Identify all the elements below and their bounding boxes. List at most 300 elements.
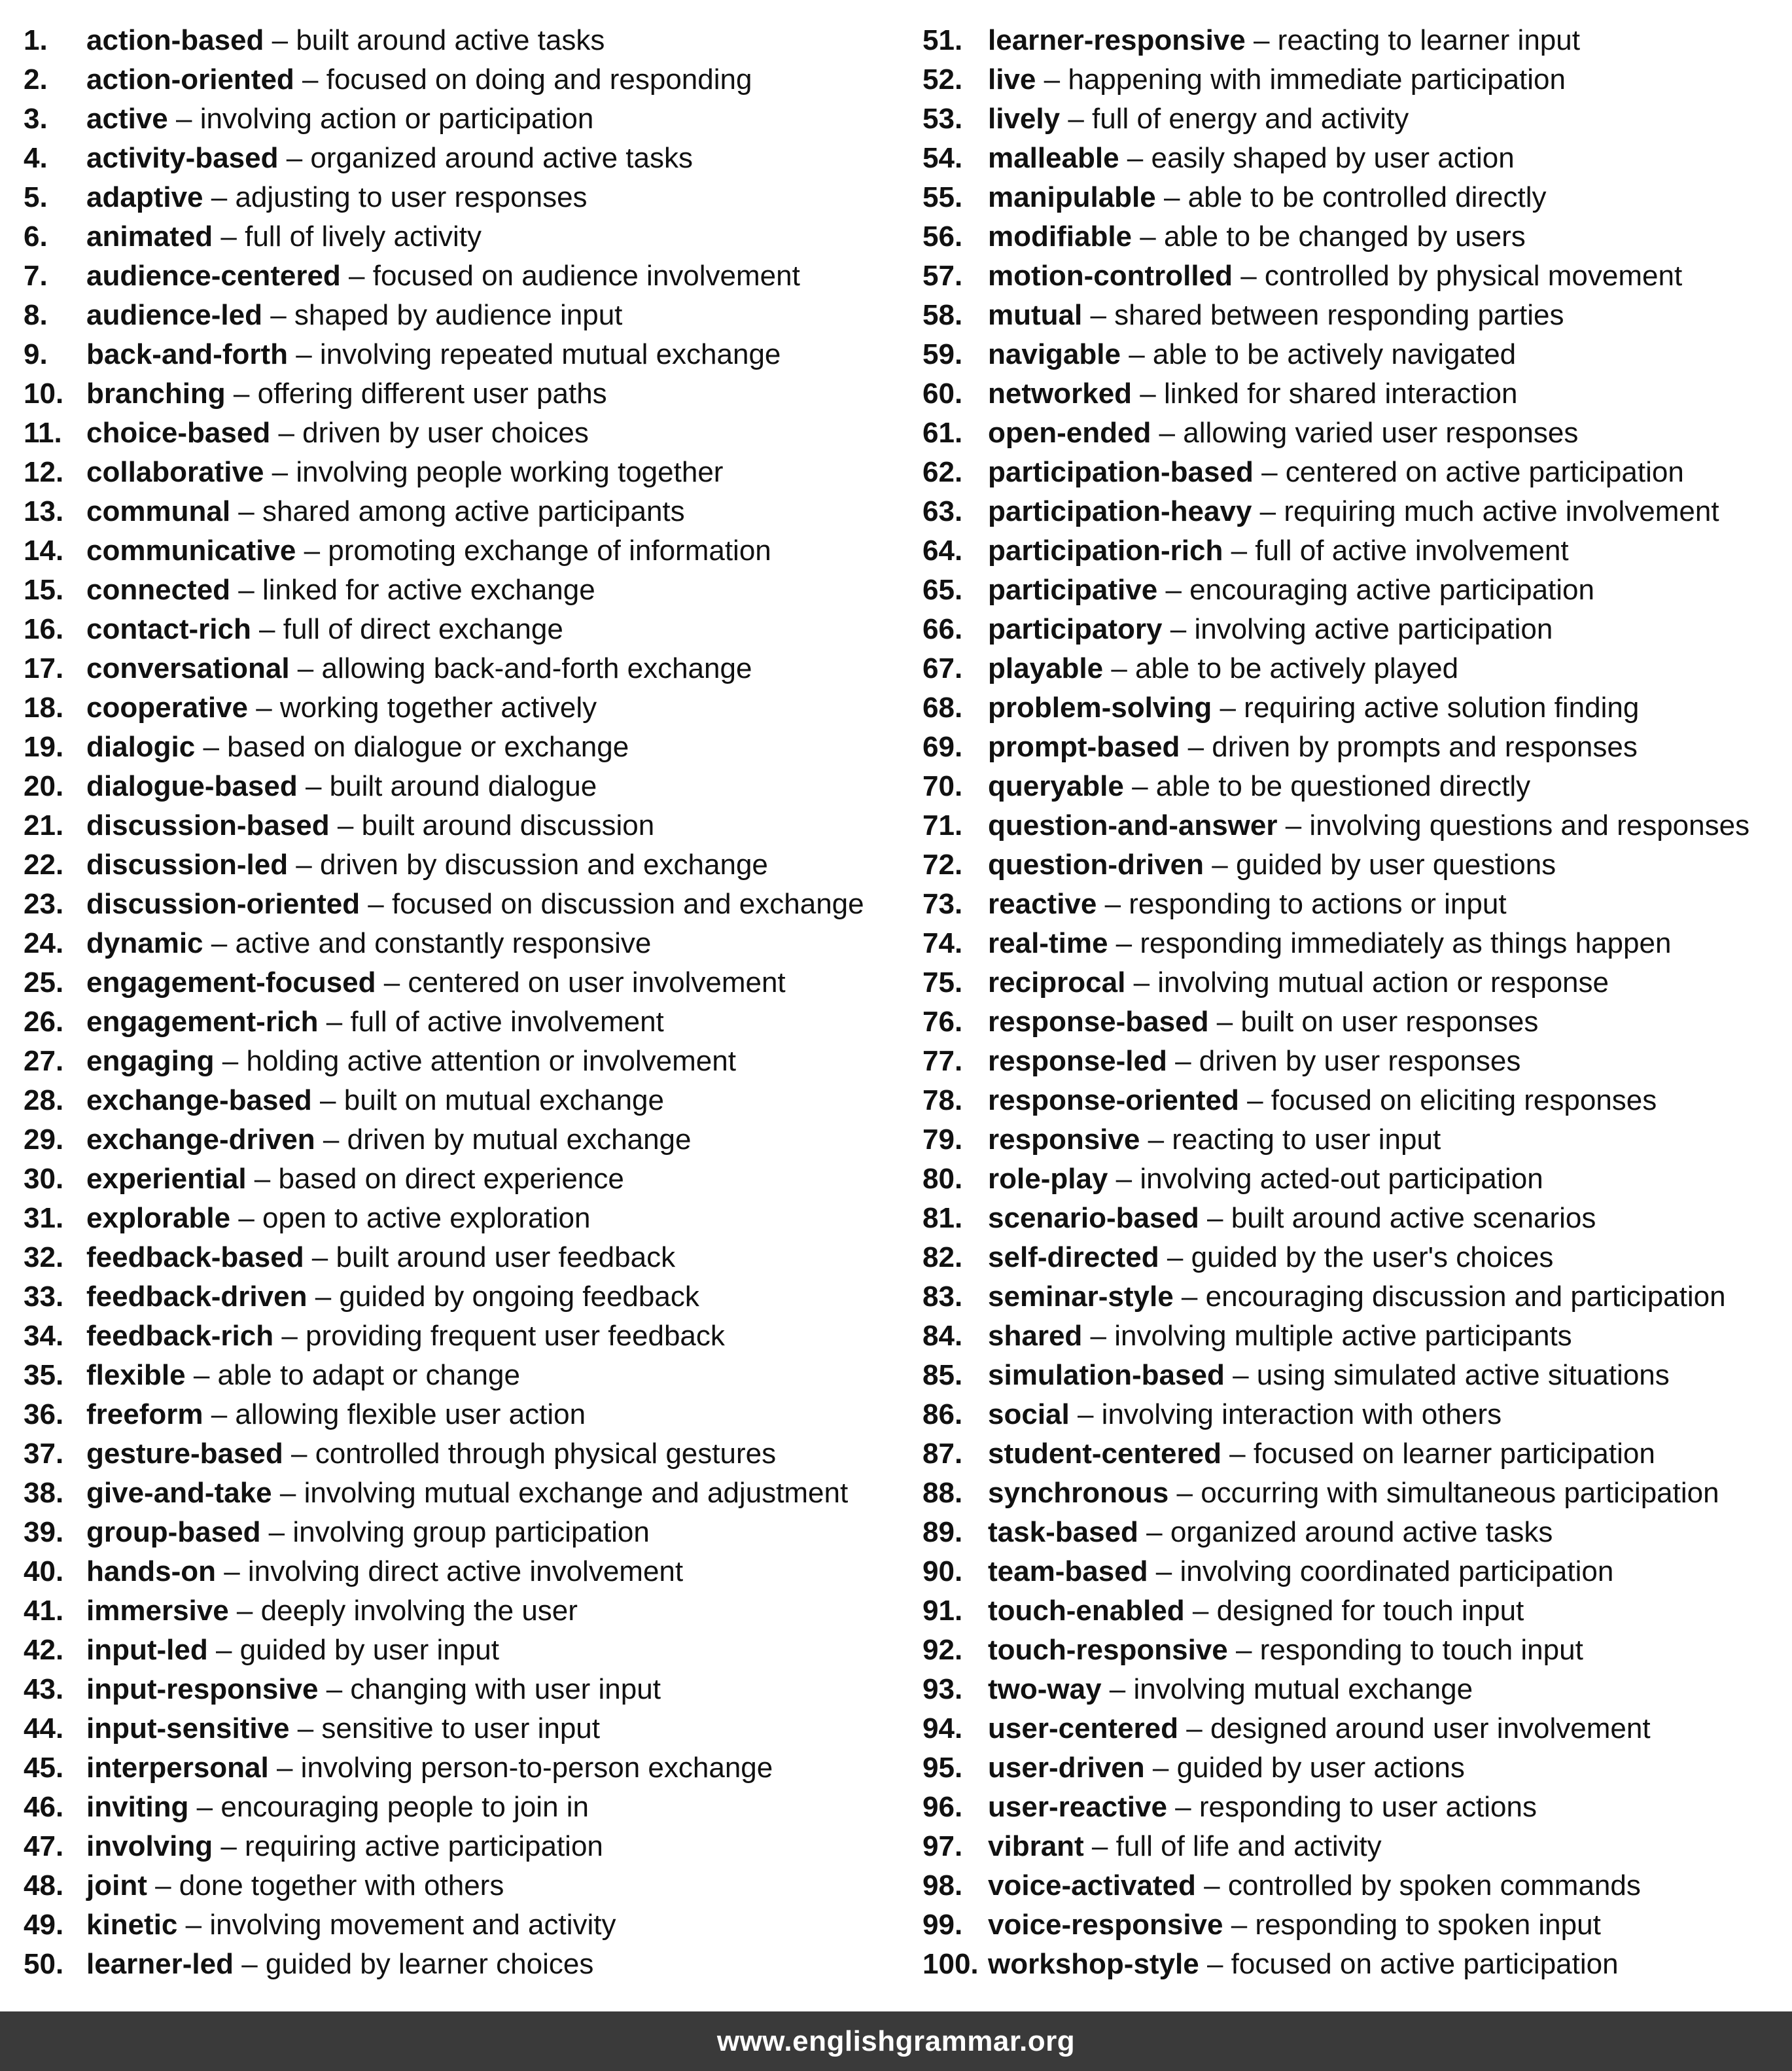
list-item xyxy=(922,492,1786,531)
item-number: 71. xyxy=(922,809,963,841)
list-item xyxy=(24,1631,900,1670)
item-definition: encouraging people to join in xyxy=(220,1791,589,1823)
item-number: 96. xyxy=(922,1791,963,1823)
item-separator: – xyxy=(247,692,280,724)
item-number: 12. xyxy=(24,456,64,488)
item-definition: driven by prompts and responses xyxy=(1212,731,1638,763)
item-number: 82. xyxy=(922,1241,963,1273)
item-word: question-and-answer xyxy=(988,809,1278,841)
list-item xyxy=(24,1905,900,1945)
item-separator: – xyxy=(1173,1281,1206,1313)
item-separator: – xyxy=(1036,63,1068,96)
item-definition: designed around user involvement xyxy=(1210,1712,1651,1744)
list-item xyxy=(922,178,1786,217)
item-word: input-led xyxy=(86,1634,208,1666)
item-word: shared xyxy=(988,1320,1083,1352)
item-word: malleable xyxy=(988,142,1119,174)
item-word: input-responsive xyxy=(86,1673,319,1705)
list-item xyxy=(24,1827,900,1866)
item-number: 9. xyxy=(24,338,48,370)
item-number: 91. xyxy=(922,1595,963,1627)
item-number: 87. xyxy=(922,1438,963,1470)
item-separator: – xyxy=(1184,1595,1217,1627)
item-definition: built on mutual exchange xyxy=(343,1084,664,1116)
item-separator: – xyxy=(278,142,311,174)
list-item xyxy=(24,1277,900,1317)
item-separator: – xyxy=(1162,613,1195,645)
item-word: two-way xyxy=(988,1673,1102,1705)
item-number: 68. xyxy=(922,692,963,724)
item-definition: able to be actively played xyxy=(1135,652,1459,684)
item-number: 43. xyxy=(24,1673,64,1705)
item-definition: full of energy and activity xyxy=(1092,103,1409,135)
item-separator: – xyxy=(185,1359,218,1391)
item-word: manipulable xyxy=(988,181,1156,213)
item-definition: shared among active participants xyxy=(262,495,685,527)
item-word: engagement-rich xyxy=(86,1006,319,1038)
item-word: active xyxy=(86,103,168,135)
item-number: 44. xyxy=(24,1712,64,1744)
item-word: synchronous xyxy=(988,1477,1169,1509)
item-definition: full of direct exchange xyxy=(283,613,563,645)
item-word: choice-based xyxy=(86,417,271,449)
list-item xyxy=(24,1238,900,1277)
item-separator: – xyxy=(251,613,283,645)
item-definition: able to be actively navigated xyxy=(1152,338,1517,370)
item-separator: – xyxy=(214,1045,247,1077)
item-number: 1. xyxy=(24,24,48,56)
item-definition: built around active scenarios xyxy=(1231,1202,1596,1234)
item-number: 88. xyxy=(922,1477,963,1509)
item-definition: focused on discussion and exchange xyxy=(392,888,864,920)
item-definition: involving acted-out participation xyxy=(1140,1163,1543,1195)
item-definition: able to adapt or change xyxy=(217,1359,520,1391)
item-definition: centered on user involvement xyxy=(408,966,786,999)
list-item xyxy=(24,21,900,60)
item-definition: linked for shared interaction xyxy=(1163,378,1518,410)
list-item xyxy=(922,1631,1786,1670)
list-item xyxy=(24,885,900,924)
item-word: discussion-led xyxy=(86,849,289,881)
item-number: 3. xyxy=(24,103,48,135)
list-item xyxy=(24,728,900,767)
item-separator: – xyxy=(376,966,408,999)
item-separator: – xyxy=(288,849,320,881)
item-word: involving xyxy=(86,1830,213,1862)
item-definition: guided by ongoing feedback xyxy=(339,1281,699,1313)
item-word: voice-activated xyxy=(988,1869,1196,1902)
list-item xyxy=(922,217,1786,257)
list-item xyxy=(922,335,1786,374)
item-definition: able to be changed by users xyxy=(1163,221,1526,253)
item-number: 14. xyxy=(24,535,64,567)
item-number: 66. xyxy=(922,613,963,645)
list-item xyxy=(922,728,1786,767)
item-word: social xyxy=(988,1398,1070,1430)
item-number: 33. xyxy=(24,1281,64,1313)
list-item xyxy=(24,1709,900,1748)
item-word: workshop-style xyxy=(988,1948,1199,1980)
item-definition: deeply involving the user xyxy=(260,1595,578,1627)
item-word: kinetic xyxy=(86,1909,178,1941)
item-number: 42. xyxy=(24,1634,64,1666)
item-definition: working together actively xyxy=(279,692,597,724)
item-word: lively xyxy=(988,103,1061,135)
item-definition: changing with user input xyxy=(350,1673,661,1705)
item-separator: – xyxy=(1223,535,1256,567)
item-separator: – xyxy=(1082,299,1115,331)
item-word: task-based xyxy=(988,1516,1138,1548)
list-item xyxy=(922,453,1786,492)
item-separator: – xyxy=(233,1948,266,1980)
item-definition: organized around active tasks xyxy=(310,142,693,174)
item-definition: guided by the user's choices xyxy=(1191,1241,1554,1273)
item-word: back-and-forth xyxy=(86,338,288,370)
item-definition: built around active tasks xyxy=(296,24,605,56)
list-item xyxy=(24,571,900,610)
item-number: 21. xyxy=(24,809,64,841)
list-item xyxy=(24,1748,900,1788)
item-number: 7. xyxy=(24,260,48,292)
item-word: reactive xyxy=(988,888,1097,920)
item-word: conversational xyxy=(86,652,290,684)
item-separator: – xyxy=(289,1712,322,1744)
item-word: modifiable xyxy=(988,221,1133,253)
item-number: 47. xyxy=(24,1830,64,1862)
item-separator: – xyxy=(1151,417,1184,449)
item-word: scenario-based xyxy=(988,1202,1199,1234)
item-number: 6. xyxy=(24,221,48,253)
item-definition: adjusting to user responses xyxy=(235,181,588,213)
list-item xyxy=(24,1513,900,1552)
item-number: 85. xyxy=(922,1359,963,1391)
list-item xyxy=(24,1199,900,1238)
item-definition: focused on active participation xyxy=(1231,1948,1619,1980)
item-word: user-centered xyxy=(988,1712,1179,1744)
item-separator: – xyxy=(213,1830,245,1862)
item-number: 95. xyxy=(922,1752,963,1784)
item-separator: – xyxy=(1159,1241,1191,1273)
item-number: 5. xyxy=(24,181,48,213)
item-word: exchange-based xyxy=(86,1084,312,1116)
item-definition: involving person-to-person exchange xyxy=(300,1752,773,1784)
list-item xyxy=(922,1277,1786,1317)
item-word: dynamic xyxy=(86,927,203,959)
item-number: 98. xyxy=(922,1869,963,1902)
item-number: 24. xyxy=(24,927,64,959)
item-definition: easily shaped by user action xyxy=(1151,142,1515,174)
item-definition: based on direct experience xyxy=(278,1163,624,1195)
item-number: 61. xyxy=(922,417,963,449)
list-item xyxy=(24,1317,900,1356)
item-definition: controlled through physical gestures xyxy=(315,1438,777,1470)
item-definition: involving direct active involvement xyxy=(247,1555,684,1587)
item-definition: involving multiple active participants xyxy=(1114,1320,1572,1352)
item-word: action-oriented xyxy=(86,63,294,96)
item-separator: – xyxy=(230,574,262,606)
item-definition: responding to actions or input xyxy=(1129,888,1507,920)
item-word: action-based xyxy=(86,24,264,56)
item-definition: guided by user input xyxy=(239,1634,499,1666)
list-item xyxy=(922,1591,1786,1631)
item-separator: – xyxy=(264,456,296,488)
item-definition: driven by user choices xyxy=(302,417,589,449)
item-definition: occurring with simultaneous participation xyxy=(1201,1477,1719,1509)
item-number: 90. xyxy=(922,1555,963,1587)
item-definition: full of lively activity xyxy=(245,221,482,253)
item-word: collaborative xyxy=(86,456,264,488)
list-item xyxy=(922,1709,1786,1748)
item-separator: – xyxy=(1123,770,1156,802)
item-separator: – xyxy=(1168,1477,1201,1509)
item-separator: – xyxy=(1212,692,1244,724)
item-number: 89. xyxy=(922,1516,963,1548)
item-word: group-based xyxy=(86,1516,261,1548)
list-item xyxy=(24,335,900,374)
item-number: 48. xyxy=(24,1869,64,1902)
item-separator: – xyxy=(1227,1634,1260,1666)
item-number: 17. xyxy=(24,652,64,684)
list-item xyxy=(922,1945,1786,1984)
item-word: activity-based xyxy=(86,142,279,174)
item-word: branching xyxy=(86,378,226,410)
item-separator: – xyxy=(307,1281,340,1313)
item-word: student-centered xyxy=(988,1438,1221,1470)
item-word: discussion-oriented xyxy=(86,888,360,920)
list-item xyxy=(24,845,900,885)
list-item xyxy=(24,139,900,178)
item-separator: – xyxy=(318,1673,351,1705)
item-word: dialogue-based xyxy=(86,770,298,802)
item-word: role-play xyxy=(988,1163,1108,1195)
item-separator: – xyxy=(304,1241,336,1273)
list-item xyxy=(24,492,900,531)
item-separator: – xyxy=(203,927,236,959)
item-separator: – xyxy=(1167,1045,1199,1077)
list-item xyxy=(922,924,1786,963)
item-separator: – xyxy=(225,378,258,410)
item-separator: – xyxy=(195,731,228,763)
item-number: 23. xyxy=(24,888,64,920)
list-item xyxy=(24,688,900,728)
list-item xyxy=(24,531,900,571)
item-definition: able to be questioned directly xyxy=(1155,770,1531,802)
footer-website: www.englishgrammar.org xyxy=(716,2025,1076,2057)
item-definition: guided by user questions xyxy=(1235,849,1556,881)
list-item xyxy=(24,60,900,99)
item-word: communicative xyxy=(86,535,296,567)
item-definition: promoting exchange of information xyxy=(328,535,771,567)
item-number: 37. xyxy=(24,1438,64,1470)
item-word: response-based xyxy=(988,1006,1209,1038)
item-word: voice-responsive xyxy=(988,1909,1223,1941)
item-definition: involving interaction with others xyxy=(1101,1398,1502,1430)
list-item xyxy=(922,1159,1786,1199)
list-item xyxy=(24,1945,900,1984)
item-separator: – xyxy=(1069,1398,1102,1430)
item-number: 22. xyxy=(24,849,64,881)
item-separator: – xyxy=(246,1163,279,1195)
item-separator: – xyxy=(294,63,326,96)
item-definition: full of life and activity xyxy=(1116,1830,1382,1862)
item-number: 31. xyxy=(24,1202,64,1234)
item-word: audience-led xyxy=(86,299,262,331)
item-definition: providing frequent user feedback xyxy=(306,1320,725,1352)
item-definition: happening with immediate participation xyxy=(1068,63,1566,96)
item-definition: organized around active tasks xyxy=(1170,1516,1553,1548)
item-definition: focused on doing and responding xyxy=(326,63,752,96)
item-separator: – xyxy=(1224,1359,1257,1391)
item-word: navigable xyxy=(988,338,1121,370)
item-number: 51. xyxy=(922,24,963,56)
item-separator: – xyxy=(1119,142,1151,174)
list-item xyxy=(922,1081,1786,1120)
item-separator: – xyxy=(1108,1163,1140,1195)
item-separator: – xyxy=(1083,1830,1116,1862)
list-item xyxy=(922,531,1786,571)
item-separator: – xyxy=(147,1869,179,1902)
item-number: 46. xyxy=(24,1791,64,1823)
list-item xyxy=(24,963,900,1002)
item-definition: involving active participation xyxy=(1194,613,1553,645)
item-word: seminar-style xyxy=(988,1281,1174,1313)
item-separator: – xyxy=(289,652,322,684)
list-item xyxy=(922,1670,1786,1709)
item-number: 57. xyxy=(922,260,963,292)
item-definition: built around dialogue xyxy=(329,770,597,802)
item-definition: guided by user actions xyxy=(1176,1752,1465,1784)
item-word: response-led xyxy=(988,1045,1167,1077)
item-definition: reacting to learner input xyxy=(1277,24,1580,56)
item-number: 97. xyxy=(922,1830,963,1862)
item-word: learner-led xyxy=(86,1948,234,1980)
item-word: give-and-take xyxy=(86,1477,272,1509)
item-separator: – xyxy=(177,1909,210,1941)
item-word: user-driven xyxy=(988,1752,1145,1784)
item-number: 64. xyxy=(922,535,963,567)
item-definition: based on dialogue or exchange xyxy=(227,731,629,763)
item-word: adaptive xyxy=(86,181,203,213)
item-word: participation-based xyxy=(988,456,1254,488)
list-item xyxy=(24,924,900,963)
item-separator: – xyxy=(340,260,373,292)
item-separator: – xyxy=(311,1084,344,1116)
item-definition: using simulated active situations xyxy=(1256,1359,1670,1391)
item-number: 65. xyxy=(922,574,963,606)
item-word: question-driven xyxy=(988,849,1204,881)
item-number: 58. xyxy=(922,299,963,331)
list-item xyxy=(24,1434,900,1474)
list-item xyxy=(24,257,900,296)
item-definition: linked for active exchange xyxy=(262,574,595,606)
item-number: 75. xyxy=(922,966,963,999)
item-number: 63. xyxy=(922,495,963,527)
list-item xyxy=(24,414,900,453)
item-number: 73. xyxy=(922,888,963,920)
list-item xyxy=(24,1395,900,1434)
item-separator: – xyxy=(1132,378,1164,410)
list-item xyxy=(922,1356,1786,1395)
list-item xyxy=(922,1552,1786,1591)
item-separator: – xyxy=(360,888,392,920)
item-definition: focused on audience involvement xyxy=(372,260,800,292)
item-definition: requiring active solution finding xyxy=(1244,692,1640,724)
item-separator: – xyxy=(1199,1202,1231,1234)
item-separator: – xyxy=(1221,1438,1254,1470)
item-separator: – xyxy=(1178,1712,1210,1744)
item-word: hands-on xyxy=(86,1555,216,1587)
item-separator: – xyxy=(1132,221,1164,253)
item-number: 32. xyxy=(24,1241,64,1273)
item-word: freeform xyxy=(86,1398,203,1430)
list-item xyxy=(922,1434,1786,1474)
list-item xyxy=(24,178,900,217)
item-number: 36. xyxy=(24,1398,64,1430)
item-word: animated xyxy=(86,221,213,253)
item-definition: involving coordinated participation xyxy=(1180,1555,1614,1587)
list-item xyxy=(24,1081,900,1120)
list-item xyxy=(922,296,1786,335)
item-definition: holding active attention or involvement xyxy=(246,1045,736,1077)
item-definition: encouraging active participation xyxy=(1189,574,1594,606)
list-item xyxy=(922,1866,1786,1905)
list-item xyxy=(24,374,900,414)
item-word: feedback-rich xyxy=(86,1320,274,1352)
list-item xyxy=(24,649,900,688)
item-separator: – xyxy=(315,1124,347,1156)
list-item xyxy=(922,374,1786,414)
item-number: 19. xyxy=(24,731,64,763)
item-separator: – xyxy=(318,1006,351,1038)
item-word: live xyxy=(988,63,1036,96)
item-separator: – xyxy=(270,417,303,449)
item-definition: reacting to user input xyxy=(1172,1124,1441,1156)
item-definition: sensitive to user input xyxy=(321,1712,600,1744)
item-definition: involving repeated mutual exchange xyxy=(319,338,781,370)
item-definition: active and constantly responsive xyxy=(235,927,652,959)
item-number: 18. xyxy=(24,692,64,724)
item-definition: driven by mutual exchange xyxy=(347,1124,692,1156)
item-definition: involving mutual exchange and adjustment xyxy=(304,1477,849,1509)
item-number: 72. xyxy=(922,849,963,881)
item-number: 76. xyxy=(922,1006,963,1038)
item-definition: controlled by spoken commands xyxy=(1227,1869,1641,1902)
list-item xyxy=(24,1042,900,1081)
list-item xyxy=(24,296,900,335)
item-definition: requiring active participation xyxy=(245,1830,603,1862)
list-item xyxy=(24,1552,900,1591)
item-number: 52. xyxy=(922,63,963,96)
list-item xyxy=(922,1395,1786,1434)
item-separator: – xyxy=(228,1595,261,1627)
item-definition: responding to touch input xyxy=(1259,1634,1583,1666)
item-number: 54. xyxy=(922,142,963,174)
item-definition: guided by learner choices xyxy=(265,1948,594,1980)
item-separator: – xyxy=(215,1555,248,1587)
item-word: immersive xyxy=(86,1595,229,1627)
item-separator: – xyxy=(1125,966,1158,999)
item-separator: – xyxy=(167,103,200,135)
list-item xyxy=(24,1159,900,1199)
item-word: flexible xyxy=(86,1359,186,1391)
item-separator: – xyxy=(1157,574,1190,606)
item-definition: responding to spoken input xyxy=(1255,1909,1601,1941)
list-item xyxy=(922,21,1786,60)
item-word: learner-responsive xyxy=(988,24,1246,56)
item-word: participatory xyxy=(988,613,1163,645)
item-separator: – xyxy=(1252,495,1284,527)
list-item xyxy=(24,1591,900,1631)
